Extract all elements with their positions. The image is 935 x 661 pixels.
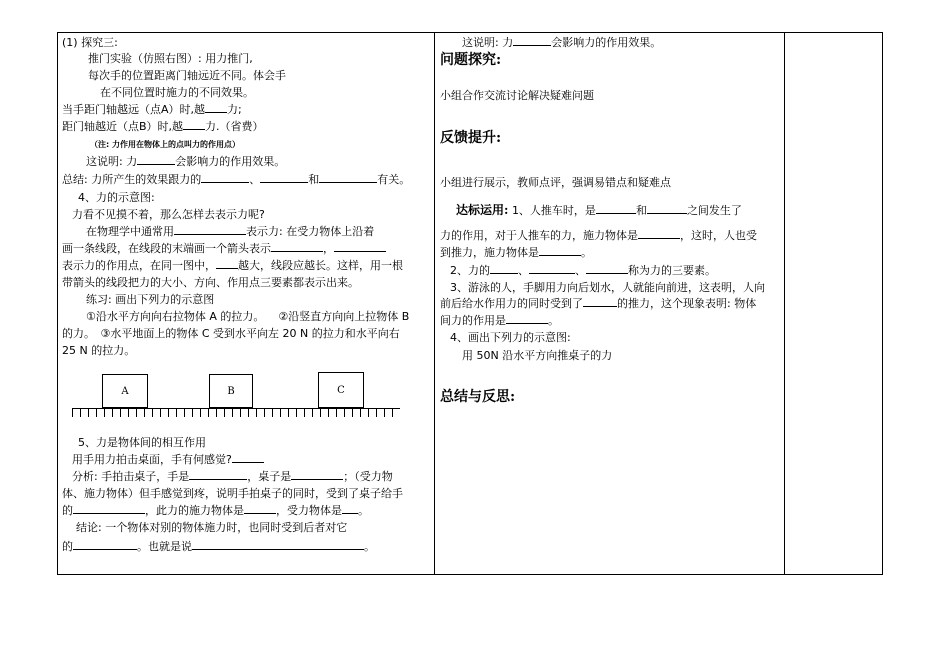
text: 、 (249, 173, 261, 186)
left-line (62, 504, 369, 517)
text: ，此力的施力物体是 (145, 504, 244, 517)
block-b: B (209, 374, 253, 408)
text: 。 (358, 504, 369, 517)
right-line (440, 246, 592, 259)
left-line (62, 259, 403, 272)
text: 用手用力拍击桌面，手有何感觉? (72, 453, 232, 466)
answer-blank[interactable] (244, 504, 276, 514)
answer-blank[interactable] (205, 103, 227, 113)
left-line: 力看不见摸不着，那么怎样去表示力呢? (72, 208, 265, 221)
text: 总结: 力所产生的效果跟力的 (62, 173, 202, 186)
heading-application: 达标运用: (456, 203, 509, 217)
right-line: 3、游泳的人，手脚用力向后划水，人就能向前进，这表明，人向 (450, 281, 765, 294)
column-divider (434, 33, 435, 574)
answer-blank[interactable] (260, 173, 308, 183)
text: 2、力的 (450, 264, 490, 277)
text: 分析: 手拍击桌子，手是 (72, 470, 190, 483)
ground-hatching (72, 409, 400, 417)
heading-summary: 总结与反思: (440, 389, 516, 405)
answer-blank[interactable] (513, 36, 551, 46)
right-line: 用 50N 沿水平方向推桌子的力 (462, 349, 613, 362)
text: ，这时，人也受 (680, 229, 757, 242)
answer-blank[interactable] (201, 173, 249, 183)
answer-blank[interactable] (638, 229, 680, 239)
text: ①沿水平方向向右拉物体 A 的拉力。 (86, 310, 265, 323)
answer-blank[interactable] (192, 540, 364, 550)
text: 。 (548, 314, 559, 327)
answer-blank[interactable] (216, 259, 238, 269)
answer-blank[interactable] (73, 540, 137, 550)
text: 这说明: 力 (462, 36, 514, 49)
text: 在物理学中通常用 (86, 225, 174, 238)
answer-blank[interactable] (342, 504, 358, 514)
left-line (62, 540, 375, 553)
heading-feedback: 反馈提升: (440, 130, 502, 146)
left-line (86, 155, 285, 168)
text: 有关。 (377, 173, 411, 186)
column-divider (784, 33, 785, 574)
text: 表示力: 在受力物体上沿着 (246, 225, 375, 238)
left-line (62, 120, 264, 133)
answer-blank[interactable] (137, 155, 175, 165)
text: 。 (364, 540, 375, 553)
block-c: C (318, 372, 364, 408)
answer-blank[interactable] (174, 225, 246, 235)
text: 、 (575, 264, 586, 277)
answer-blank[interactable] (183, 120, 205, 130)
left-line: 结论: 一个物体对别的物体施力时，也同时受到后者对它 (76, 521, 348, 534)
left-line: (1) 探究三: (62, 36, 118, 49)
answer-blank[interactable] (583, 297, 617, 307)
text: 这说明: 力 (86, 155, 138, 168)
section-heading: 5、力是物体间的相互作用 (78, 436, 206, 449)
text: 和 (635, 204, 647, 217)
text: 、 (518, 264, 529, 277)
answer-blank[interactable] (539, 246, 581, 256)
right-line (440, 229, 757, 242)
answer-blank[interactable] (271, 242, 323, 252)
right-line: 小组进行展示，教师点评，强调易错点和疑难点 (440, 176, 671, 189)
answer-blank[interactable] (506, 314, 548, 324)
left-line (62, 173, 410, 186)
answer-blank[interactable] (529, 264, 575, 274)
left-line: 在不同位置时施力的不同效果。 (100, 86, 254, 99)
text: 会影响力的作用效果。 (175, 155, 286, 168)
text: ；（受力物 (343, 470, 393, 483)
left-line: 带箭头的线段把力的大小、方向、作用点三要素都表示出来。 (62, 276, 359, 289)
text: 间力的作用是 (440, 314, 506, 327)
text: 力的作用，对于人推车的力，施力物体是 (440, 229, 638, 242)
right-line (456, 203, 742, 218)
text: 到推力，施力物体是 (440, 246, 539, 259)
note: （注: 力作用在物体上的点叫力的作用点） (90, 140, 240, 149)
answer-blank[interactable] (232, 453, 264, 463)
text: 力; (227, 103, 242, 116)
text: 1、人推车时，是 (511, 204, 596, 217)
text: 画一条线段，在线段的末端画一个箭头表示 (62, 242, 271, 255)
answer-blank[interactable] (319, 173, 377, 183)
left-line (72, 453, 264, 466)
right-line (450, 264, 716, 277)
answer-blank[interactable] (586, 264, 628, 274)
text: 前后给水作用力的同时受到了 (440, 297, 583, 310)
text: 力.（省费） (205, 120, 264, 133)
text: 的推力，这个现象表明: 物体 (617, 297, 757, 310)
text: ，受力物体是 (276, 504, 342, 517)
right-line: 小组合作交流讨论解决疑难问题 (440, 89, 594, 102)
text: 的 (62, 540, 73, 553)
text: ，桌子是 (247, 470, 292, 483)
section-heading: 4、力的示意图: (78, 191, 155, 204)
left-line (86, 310, 409, 323)
left-line: 每次手的位置距离门轴远近不同。体会手 (88, 69, 286, 82)
right-line (440, 314, 559, 327)
left-line: 练习: 画出下列力的示意图 (86, 293, 215, 306)
text: 和 (308, 173, 320, 186)
answer-blank[interactable] (334, 242, 386, 252)
text: ， (323, 242, 334, 255)
left-line: 体、施力物体）但手感觉到疼，说明手拍桌子的同时，受到了桌子给手 (62, 487, 403, 500)
heading-problem-inquiry: 问题探究: (440, 52, 502, 68)
right-line: 4、画出下列力的示意图: (450, 331, 571, 344)
block-a: A (102, 374, 148, 408)
answer-blank[interactable] (73, 504, 145, 514)
left-line: 25 N 的拉力。 (62, 344, 136, 357)
text: 称为力的三要素。 (628, 264, 716, 277)
text: 当手距门轴越远（点A）时,越 (62, 103, 206, 116)
answer-blank[interactable] (291, 470, 343, 480)
left-line: 的力。 ③水平地面上的物体 C 受到水平向左 20 N 的拉力和水平向右 (62, 327, 400, 340)
right-line (462, 36, 661, 49)
text: 。 (581, 246, 592, 259)
left-line: 推门实验（仿照右图）: 用力推门, (88, 52, 253, 65)
text: 之间发生了 (686, 204, 742, 217)
right-line (440, 297, 756, 310)
answer-blank[interactable] (490, 264, 518, 274)
left-line (72, 470, 393, 483)
text: 表示力的作用点，在同一图中， (62, 259, 216, 272)
text: 。也就是说 (137, 540, 192, 553)
text: ②沿竖直方向向上拉物体 B (278, 310, 410, 323)
answer-blank[interactable] (647, 204, 687, 214)
left-line (62, 242, 386, 255)
text: 距门轴越近（点B）时,越 (62, 120, 184, 133)
text: 会影响力的作用效果。 (551, 36, 662, 49)
answer-blank[interactable] (189, 470, 247, 480)
left-line (62, 103, 242, 116)
text: 的 (62, 504, 73, 517)
answer-blank[interactable] (596, 204, 636, 214)
left-line (86, 225, 374, 238)
text: 越大，线段应越长。这样，用一根 (238, 259, 403, 272)
